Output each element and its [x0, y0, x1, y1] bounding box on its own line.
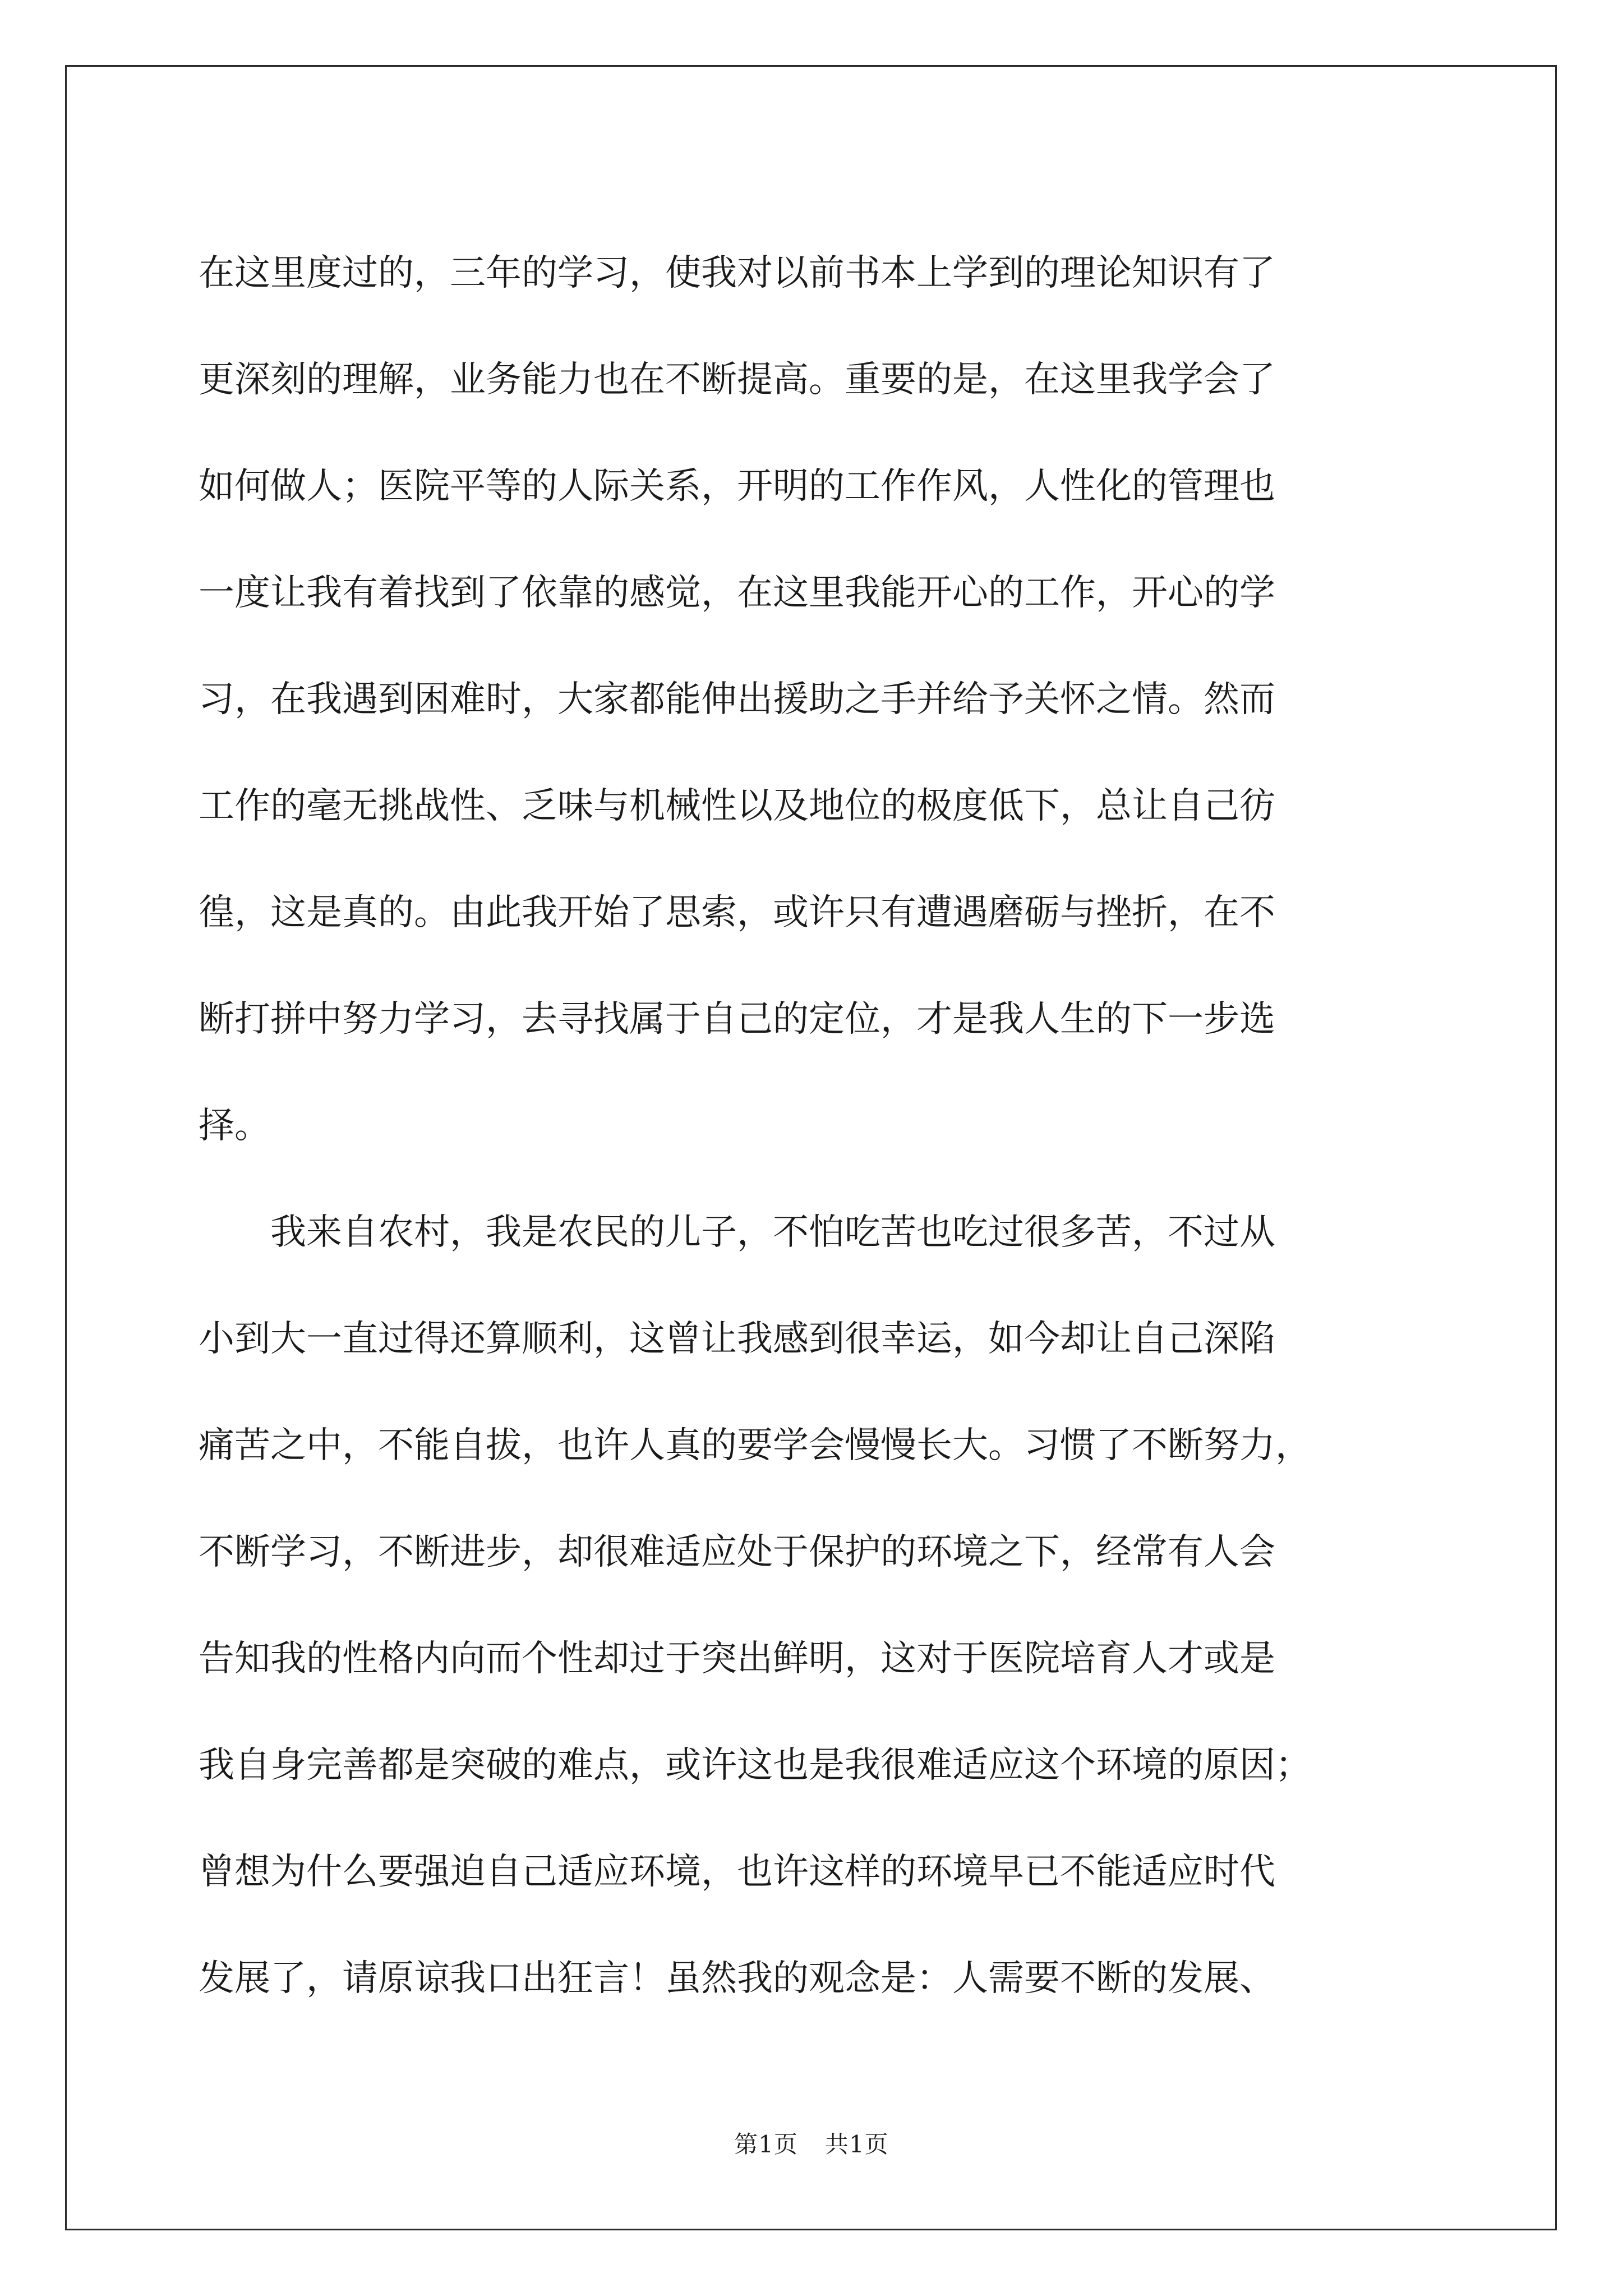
text-line: 择。 — [199, 1105, 270, 1147]
text-line: 如何做人；医院平等的人际关系，开明的工作作风，人性化的管理也 — [199, 466, 1275, 507]
text-line: 发展了，请原谅我口出狂言！虽然我的观念是：人需要不断的发展、 — [199, 1958, 1275, 1999]
text-line: 习，在我遇到困难时，大家都能伸出援助之手并给予关怀之情。然而 — [199, 679, 1275, 720]
paragraph-start-line: 我来自农村，我是农民的儿子，不怕吃苦也吃过很多苦，不过从 — [270, 1212, 1275, 1253]
text-line: 断打拼中努力学习，去寻找属于自己的定位，才是我人生的下一步选 — [199, 999, 1275, 1040]
page-footer — [0, 2126, 1623, 2160]
document-body — [199, 220, 1432, 2032]
text-line: 工作的毫无挑战性、乏味与机械性以及地位的极度低下，总让自己彷 — [199, 785, 1275, 827]
page-total: 共1页 — [825, 2131, 889, 2158]
text-line: 告知我的性格内向而个性却过于突出鲜明，这对于医院培育人才或是 — [199, 1638, 1275, 1680]
text-line: 不断学习，不断进步，却很难适应处于保护的环境之下，经常有人会 — [199, 1531, 1275, 1573]
text-line: 小到大一直过得还算顺利，这曾让我感到很幸运，如今却让自己深陷 — [199, 1318, 1275, 1360]
page-number: 第1页 — [734, 2131, 798, 2158]
text-line: 在这里度过的，三年的学习，使我对以前书本上学到的理论知识有了 — [199, 252, 1275, 294]
text-line: 曾想为什么要强迫自己适应环境，也许这样的环境早已不能适应时代 — [199, 1851, 1275, 1893]
text-line: 更深刻的理解，业务能力也在不断提高。重要的是，在这里我学会了 — [199, 359, 1275, 401]
text-line: 一度让我有着找到了依靠的感觉，在这里我能开心的工作，开心的学 — [199, 572, 1275, 614]
text-line: 痛苦之中，不能自拔，也许人真的要学会慢慢长大。习惯了不断努力， — [199, 1425, 1311, 1466]
text-line: 我自身完善都是突破的难点，或许这也是我很难适应这个环境的原因； — [199, 1745, 1311, 1786]
text-line: 徨，这是真的。由此我开始了思索，或许只有遭遇磨砺与挫折，在不 — [199, 892, 1275, 933]
